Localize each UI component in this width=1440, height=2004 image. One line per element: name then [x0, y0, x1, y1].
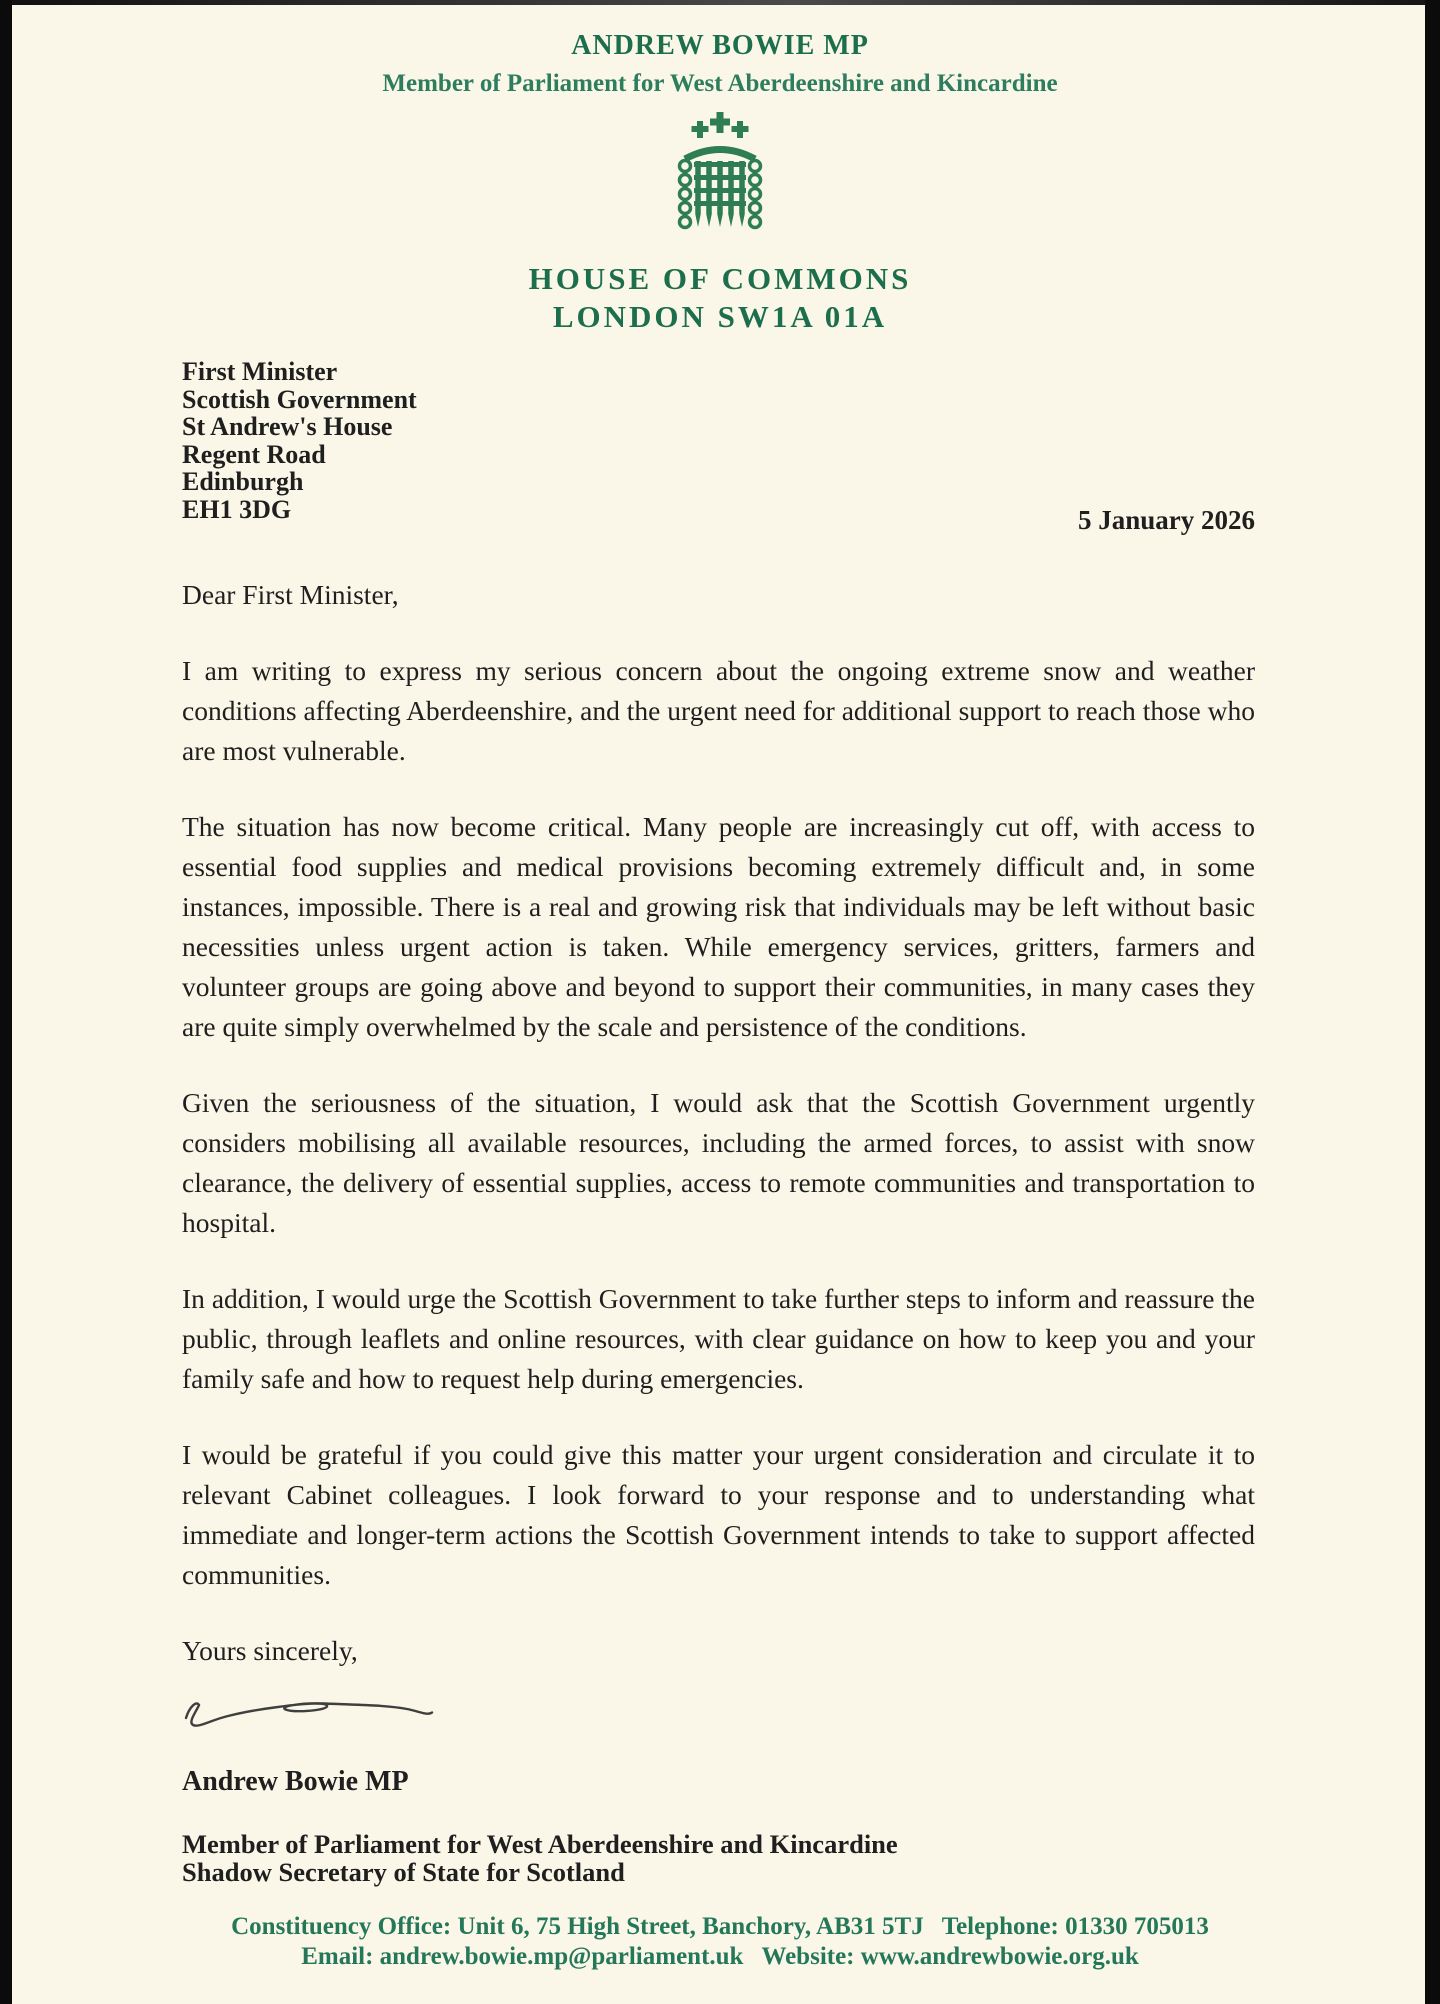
salutation: Dear First Minister, — [182, 579, 399, 610]
signatory-name: Andrew Bowie MP — [182, 1766, 409, 1797]
recipient-line: First Minister — [182, 357, 338, 386]
footer-line-2 — [0, 1942, 1440, 1972]
constituency-footer — [0, 1912, 1440, 1972]
portcullis-icon — [668, 112, 772, 248]
signatory-title: Member of Parliament for West Aberdeenshire and Kincardine — [182, 1829, 898, 1859]
paragraph: Given the seriousness of the situation, I would ask that the Scottish Government urgently considers mobilising all available resources, including the armed forces, to assist with snow clearance, the delivery of essential supplies, access to remote communities and transportation to hospital. — [182, 1087, 1255, 1238]
house-of-commons-address — [0, 260, 1440, 336]
org-line-2: LONDON SW1A 01A — [552, 299, 888, 334]
signatory-title: Shadow Secretary of State for Scotland — [182, 1857, 625, 1887]
org-line-1: HOUSE OF COMMONS — [528, 261, 912, 296]
telephone: Telephone: 01330 705013 — [941, 1913, 1209, 1940]
letter-date: 5 January 2026 — [1077, 505, 1255, 535]
paragraph: I am writing to express my serious concern about the ongoing extreme snow and weather conditions affecting Aberdeenshire, and the urgent need for additional support to reach those who are most vulnerable. — [182, 655, 1255, 766]
mp-name: ANDREW BOWIE MP — [571, 30, 869, 61]
photo-edge-top — [0, 0, 1440, 5]
mp-subtitle: Member of Parliament for West Aberdeenshire and Kincardine — [382, 70, 1058, 97]
valediction: Yours sincerely, — [182, 1635, 358, 1666]
website: Website: www.andrewbowie.org.uk — [761, 1943, 1139, 1970]
email: Email: andrew.bowie.mp@parliament.uk — [301, 1943, 744, 1970]
signatory-titles — [182, 1830, 898, 1886]
letterhead — [0, 30, 1440, 98]
recipient-line: St Andrew's House — [182, 412, 393, 441]
footer-line-1 — [0, 1912, 1440, 1942]
constituency-office: Constituency Office: Unit 6, 75 High Street, Banchory, AB31 5TJ — [231, 1913, 924, 1940]
recipient-line: Edinburgh — [182, 467, 304, 496]
recipient-line: Scottish Government — [182, 384, 417, 414]
handwritten-signature-icon — [178, 1678, 446, 1734]
recipient-line: Regent Road — [182, 439, 326, 469]
recipient-address — [182, 358, 417, 523]
paragraph: In addition, I would urge the Scottish Government to take further steps to inform and reassure the public, through leaflets and online resources, with clear guidance on how to keep you and your family safe and how to request help during emergencies. — [182, 1283, 1255, 1394]
recipient-line: EH1 3DG — [182, 494, 292, 524]
letter-body — [182, 575, 1255, 1707]
paragraph: The situation has now become critical. Many people are increasingly cut off, with access to essential food supplies and medical provisions becoming extremely difficult and, in some instances, impossible. There is a real and growing risk that individuals may be left without basic necessities unless urgent action is taken. While emergency services, gritters, farmers and volunteer groups are going above and beyond to support their communities, in many cases they are quite simply overwhelmed by the scale and persistence of the conditions. — [182, 811, 1255, 1042]
paragraph: I would be grateful if you could give this matter your urgent consideration and circulate it to relevant Cabinet colleagues. I look forward to your response and to understanding what immediate and longer-term actions the Scottish Government intends to take to support affected communities. — [182, 1439, 1255, 1590]
